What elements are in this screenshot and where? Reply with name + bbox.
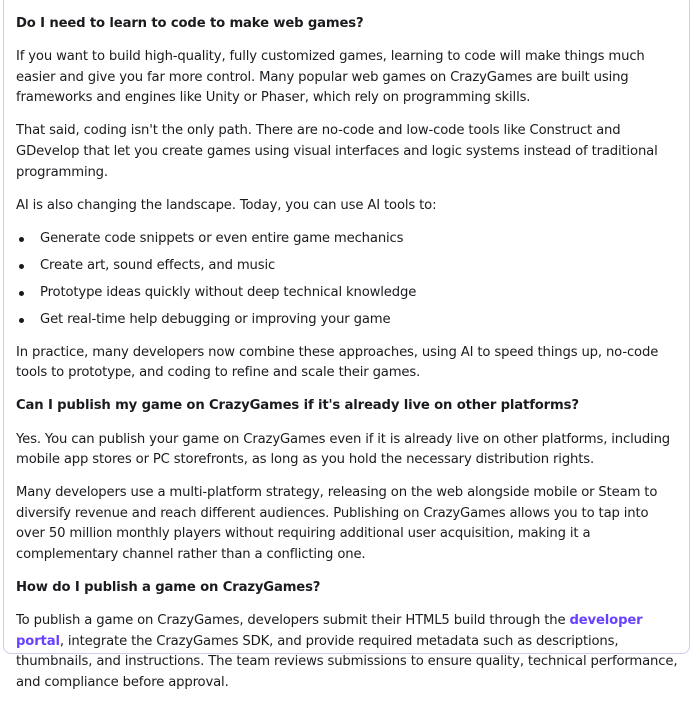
- list-item: [16, 283, 680, 304]
- faq-answer-paragraph: Many developers use a multi-platform strategy, releasing on the web alongside mobile or Steam to diversify revenue and reach different audiences. Publishing on CrazyGames allows you to tap into over 50 million monthly players without requiring additional user acquisition, making it a complementary channel rather than a conflicting one.: [16, 485, 658, 563]
- list-item-text: Generate code snippets or even entire game mechanics: [40, 230, 404, 246]
- list-item: [16, 256, 680, 277]
- list-item: [16, 310, 680, 331]
- list-item-text: Get real-time help debugging or improving your game: [40, 311, 391, 327]
- developer-portal-link[interactable]: developer portal: [16, 613, 643, 649]
- faq-question-learn-to-code: Do I need to learn to code to make web games?: [16, 16, 364, 31]
- faq-question-how-to-publish: How do I publish a game on CrazyGames?: [16, 580, 321, 596]
- faq-answer-paragraph: AI is also changing the landscape. Today, you can use AI tools to:: [16, 197, 437, 213]
- faq-answer-paragraph: Yes. You can publish your game on CrazyGames even if it is already live on other platforms, including mobile app stores or PC storefronts, as long as you hold the necessary distribution rights.: [16, 431, 670, 468]
- bullet-icon: [19, 264, 24, 269]
- faq-answer-paragraph: In practice, many developers now combine these approaches, using AI to speed things up, no-code tools to prototype, and coding to refine and scale their games.: [16, 344, 659, 381]
- ai-tools-list: [16, 229, 680, 331]
- list-item-text: Create art, sound effects, and music: [40, 257, 276, 273]
- list-item-text: Prototype ideas quickly without deep technical knowledge: [40, 284, 417, 300]
- faq-content: [16, 14, 680, 706]
- bullet-icon: [19, 237, 24, 242]
- faq-answer-paragraph: That said, coding isn't the only path. There are no-code and low-code tools like Construct and GDevelop that let you create games using visual interfaces and logic systems instead of traditional programming.: [16, 123, 658, 180]
- bullet-icon: [19, 291, 24, 296]
- paragraph-text: To publish a game on CrazyGames, developers submit their HTML5 build through the: [16, 613, 570, 629]
- paragraph-text: , integrate the CrazyGames SDK, and provide required metadata such as descriptions, thumbnails, and instructions. The team reviews submissions to ensure quality, technical performance, and compliance before approval.: [16, 633, 678, 691]
- faq-answer-paragraph: [16, 611, 680, 693]
- faq-question-publish-multi-platform: Can I publish my game on CrazyGames if it's already live on other platforms?: [16, 398, 579, 414]
- bullet-icon: [19, 318, 24, 323]
- list-item: [16, 229, 680, 250]
- faq-panel: [3, 0, 690, 691]
- faq-answer-paragraph: If you want to build high-quality, fully customized games, learning to code will make things much easier and give you far more control. Many popular web games on CrazyGames are built using frameworks and engines like Unity or Phaser, which rely on programming skills.: [16, 49, 645, 106]
